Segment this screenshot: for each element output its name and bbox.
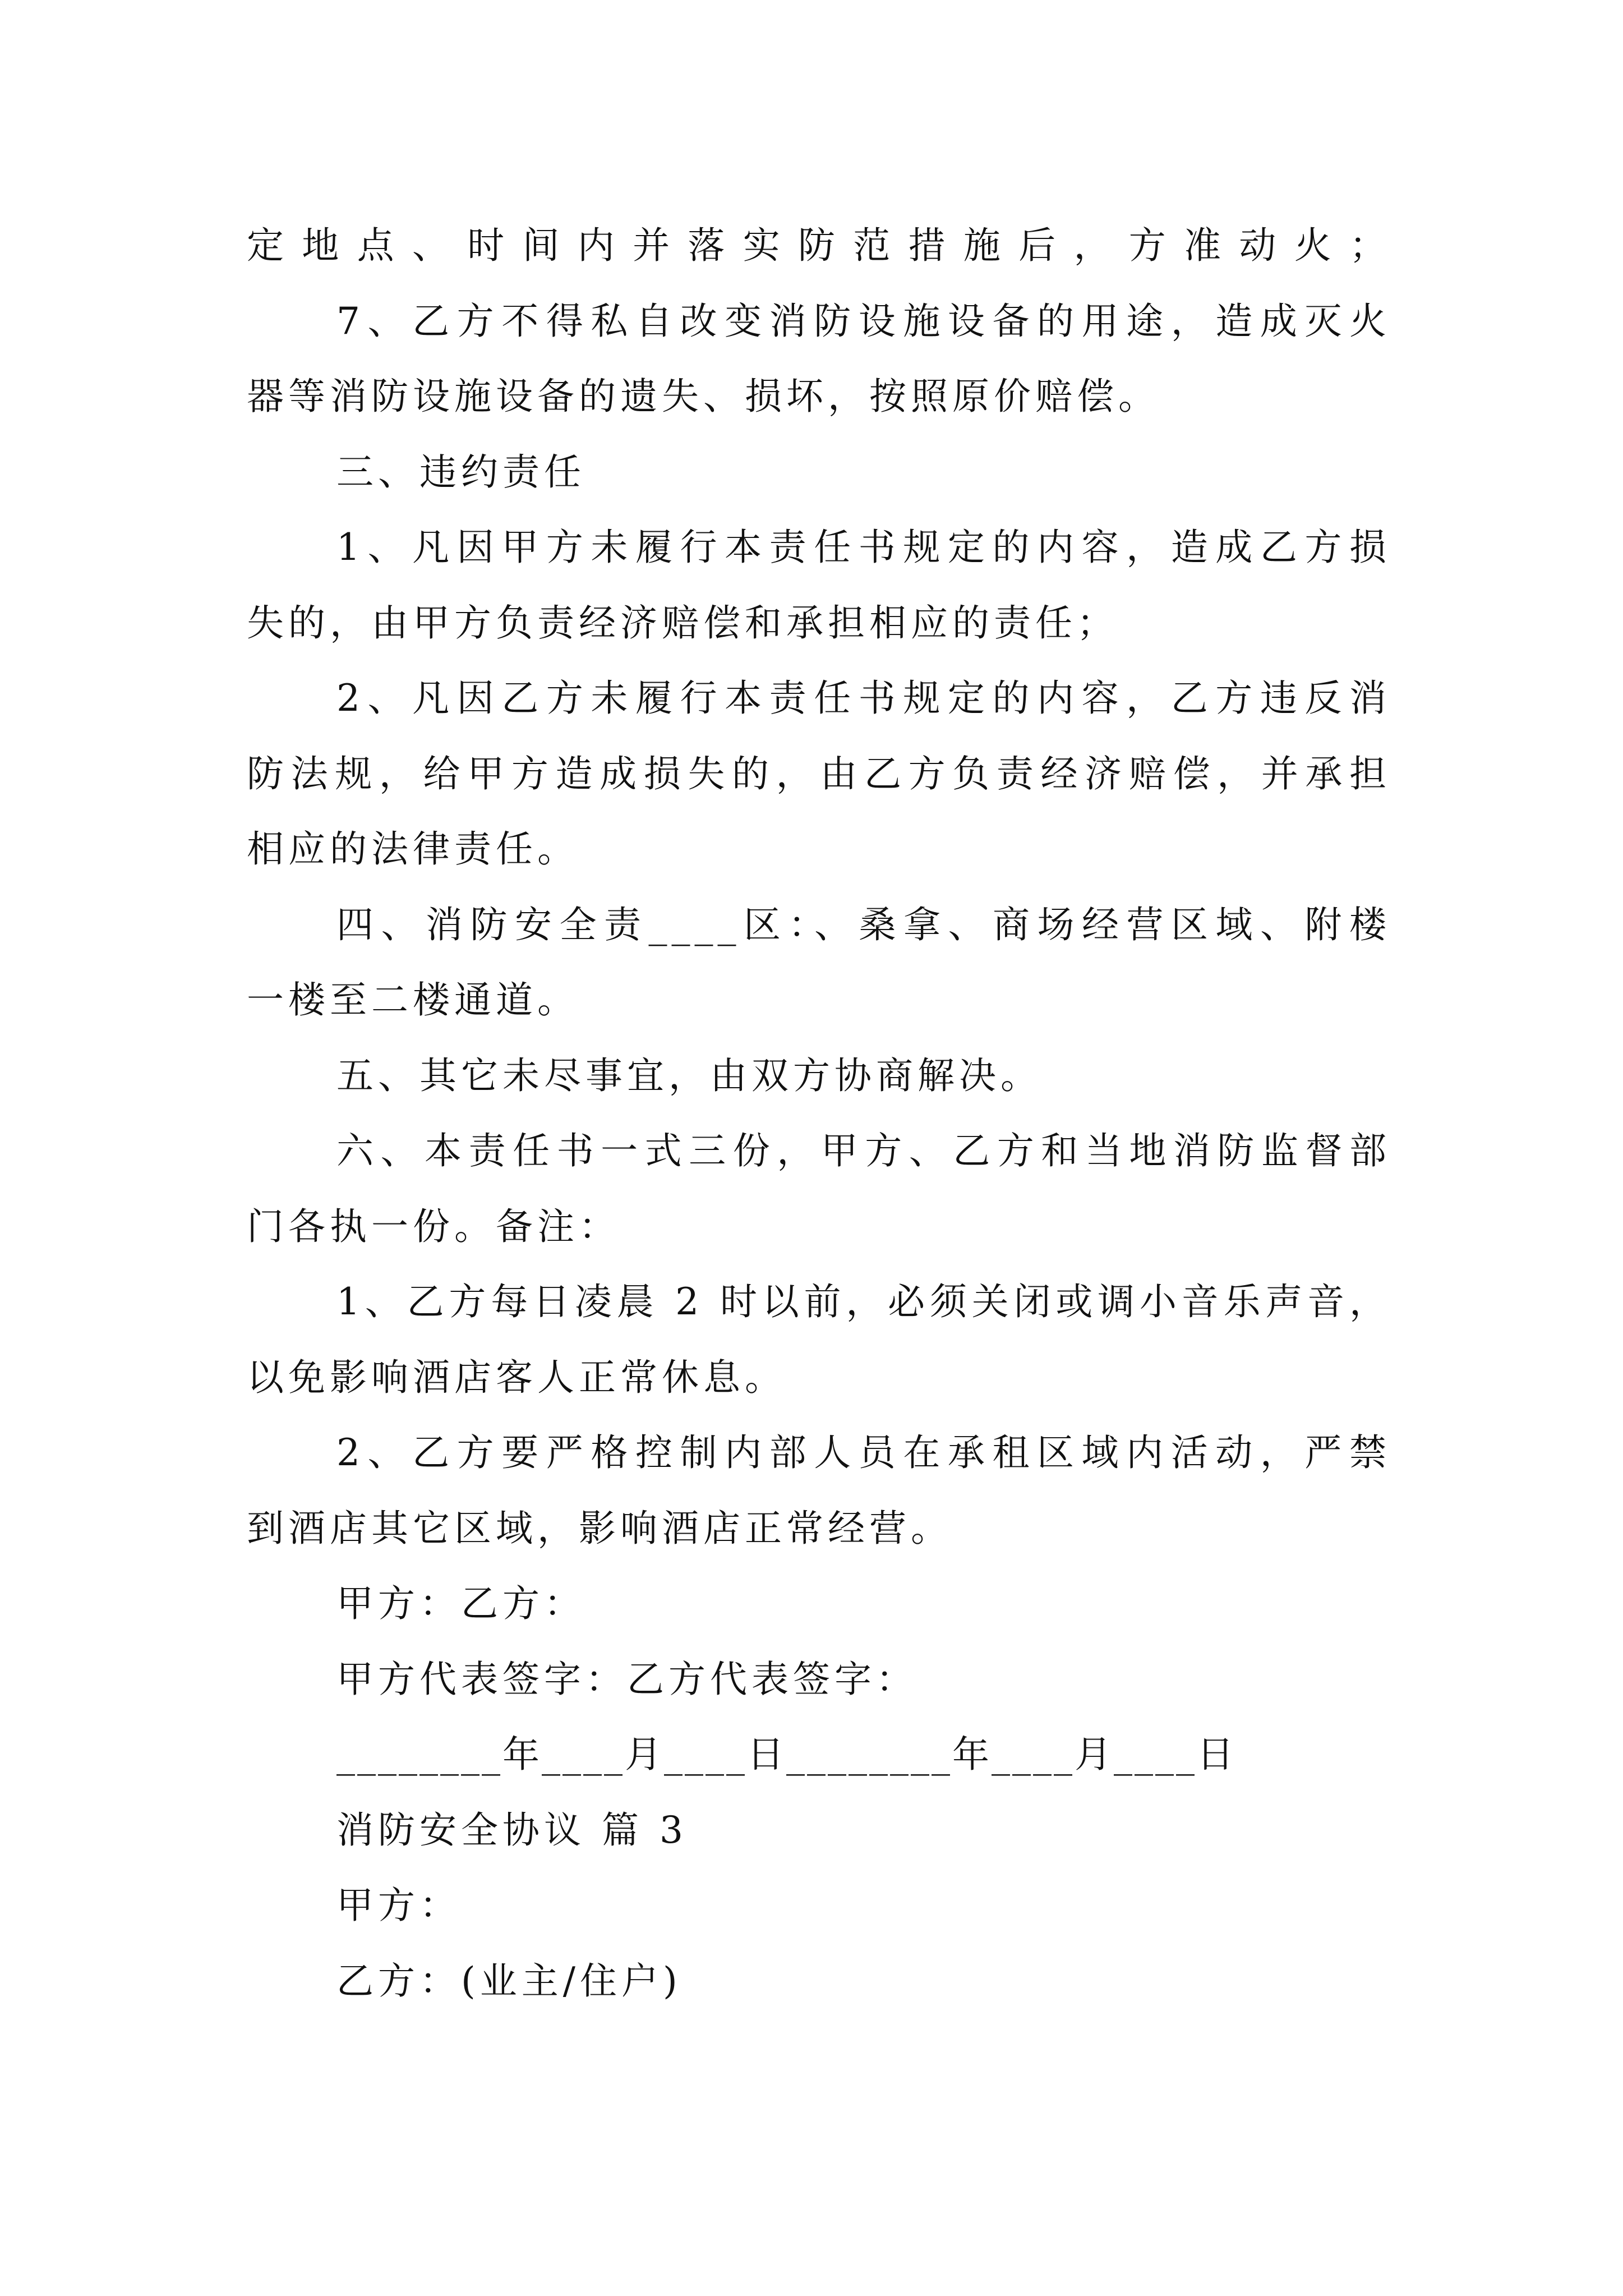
paragraph-line-12: 五、其它未尽事宜，由双方协商解决。 — [336, 1054, 1042, 1097]
party-b-label: 乙方：(业主/住户) — [336, 1959, 682, 2003]
paragraph-line-2: 7、乙方不得私自改变消防设施设备的用途，造成灭火 — [336, 300, 1391, 343]
paragraph-line-3: 器等消防设施设备的遗失、损坏，按照原价赔偿。 — [247, 375, 1160, 418]
paragraph-line-14: 门各执一份。备注： — [247, 1205, 620, 1248]
paragraph-line-9: 相应的法律责任。 — [247, 827, 579, 871]
paragraph-line-7: 2、凡因乙方未履行本责任书规定的内容，乙方违反消 — [336, 677, 1391, 720]
paragraph-line-18: 到酒店其它区域，影响酒店正常经营。 — [247, 1507, 952, 1550]
party-labels: 甲方：乙方： — [336, 1582, 585, 1625]
paragraph-line-11: 一楼至二楼通道。 — [247, 978, 579, 1022]
section-heading-breach: 三、违约责任 — [336, 450, 585, 494]
date-fields: ________年____月____日________年____月____日 — [336, 1733, 1236, 1776]
paragraph-line-15: 1、乙方每日凌晨 2 时以前，必须关闭或调小音乐声音， — [336, 1280, 1391, 1323]
party-a-label: 甲方： — [336, 1884, 461, 1927]
paragraph-line-8: 防法规，给甲方造成损失的，由乙方负责经济赔偿，并承担 — [247, 752, 1391, 795]
paragraph-line-10: 四、消防安全责____区：、桑拿、商场经营区域、附楼 — [336, 903, 1391, 946]
paragraph-line-6: 失的，由甲方负责经济赔偿和承担相应的责任； — [247, 601, 1118, 645]
paragraph-line-5: 1、凡因甲方未履行本责任书规定的内容，造成乙方损 — [336, 526, 1391, 569]
paragraph-line-13: 六、本责任书一式三份，甲方、乙方和当地消防监督部 — [336, 1129, 1391, 1172]
paragraph-line-17: 2、乙方要严格控制内部人员在承租区域内活动，严禁 — [336, 1431, 1391, 1474]
paragraph-line-1: 定地点、时间内并落实防范措施后，方准动火； — [247, 224, 1391, 267]
signature-labels: 甲方代表签字：乙方代表签字： — [336, 1658, 917, 1701]
paragraph-line-16: 以免影响酒店客人正常休息。 — [247, 1356, 786, 1399]
agreement-title: 消防安全协议 篇 3 — [336, 1809, 688, 1852]
